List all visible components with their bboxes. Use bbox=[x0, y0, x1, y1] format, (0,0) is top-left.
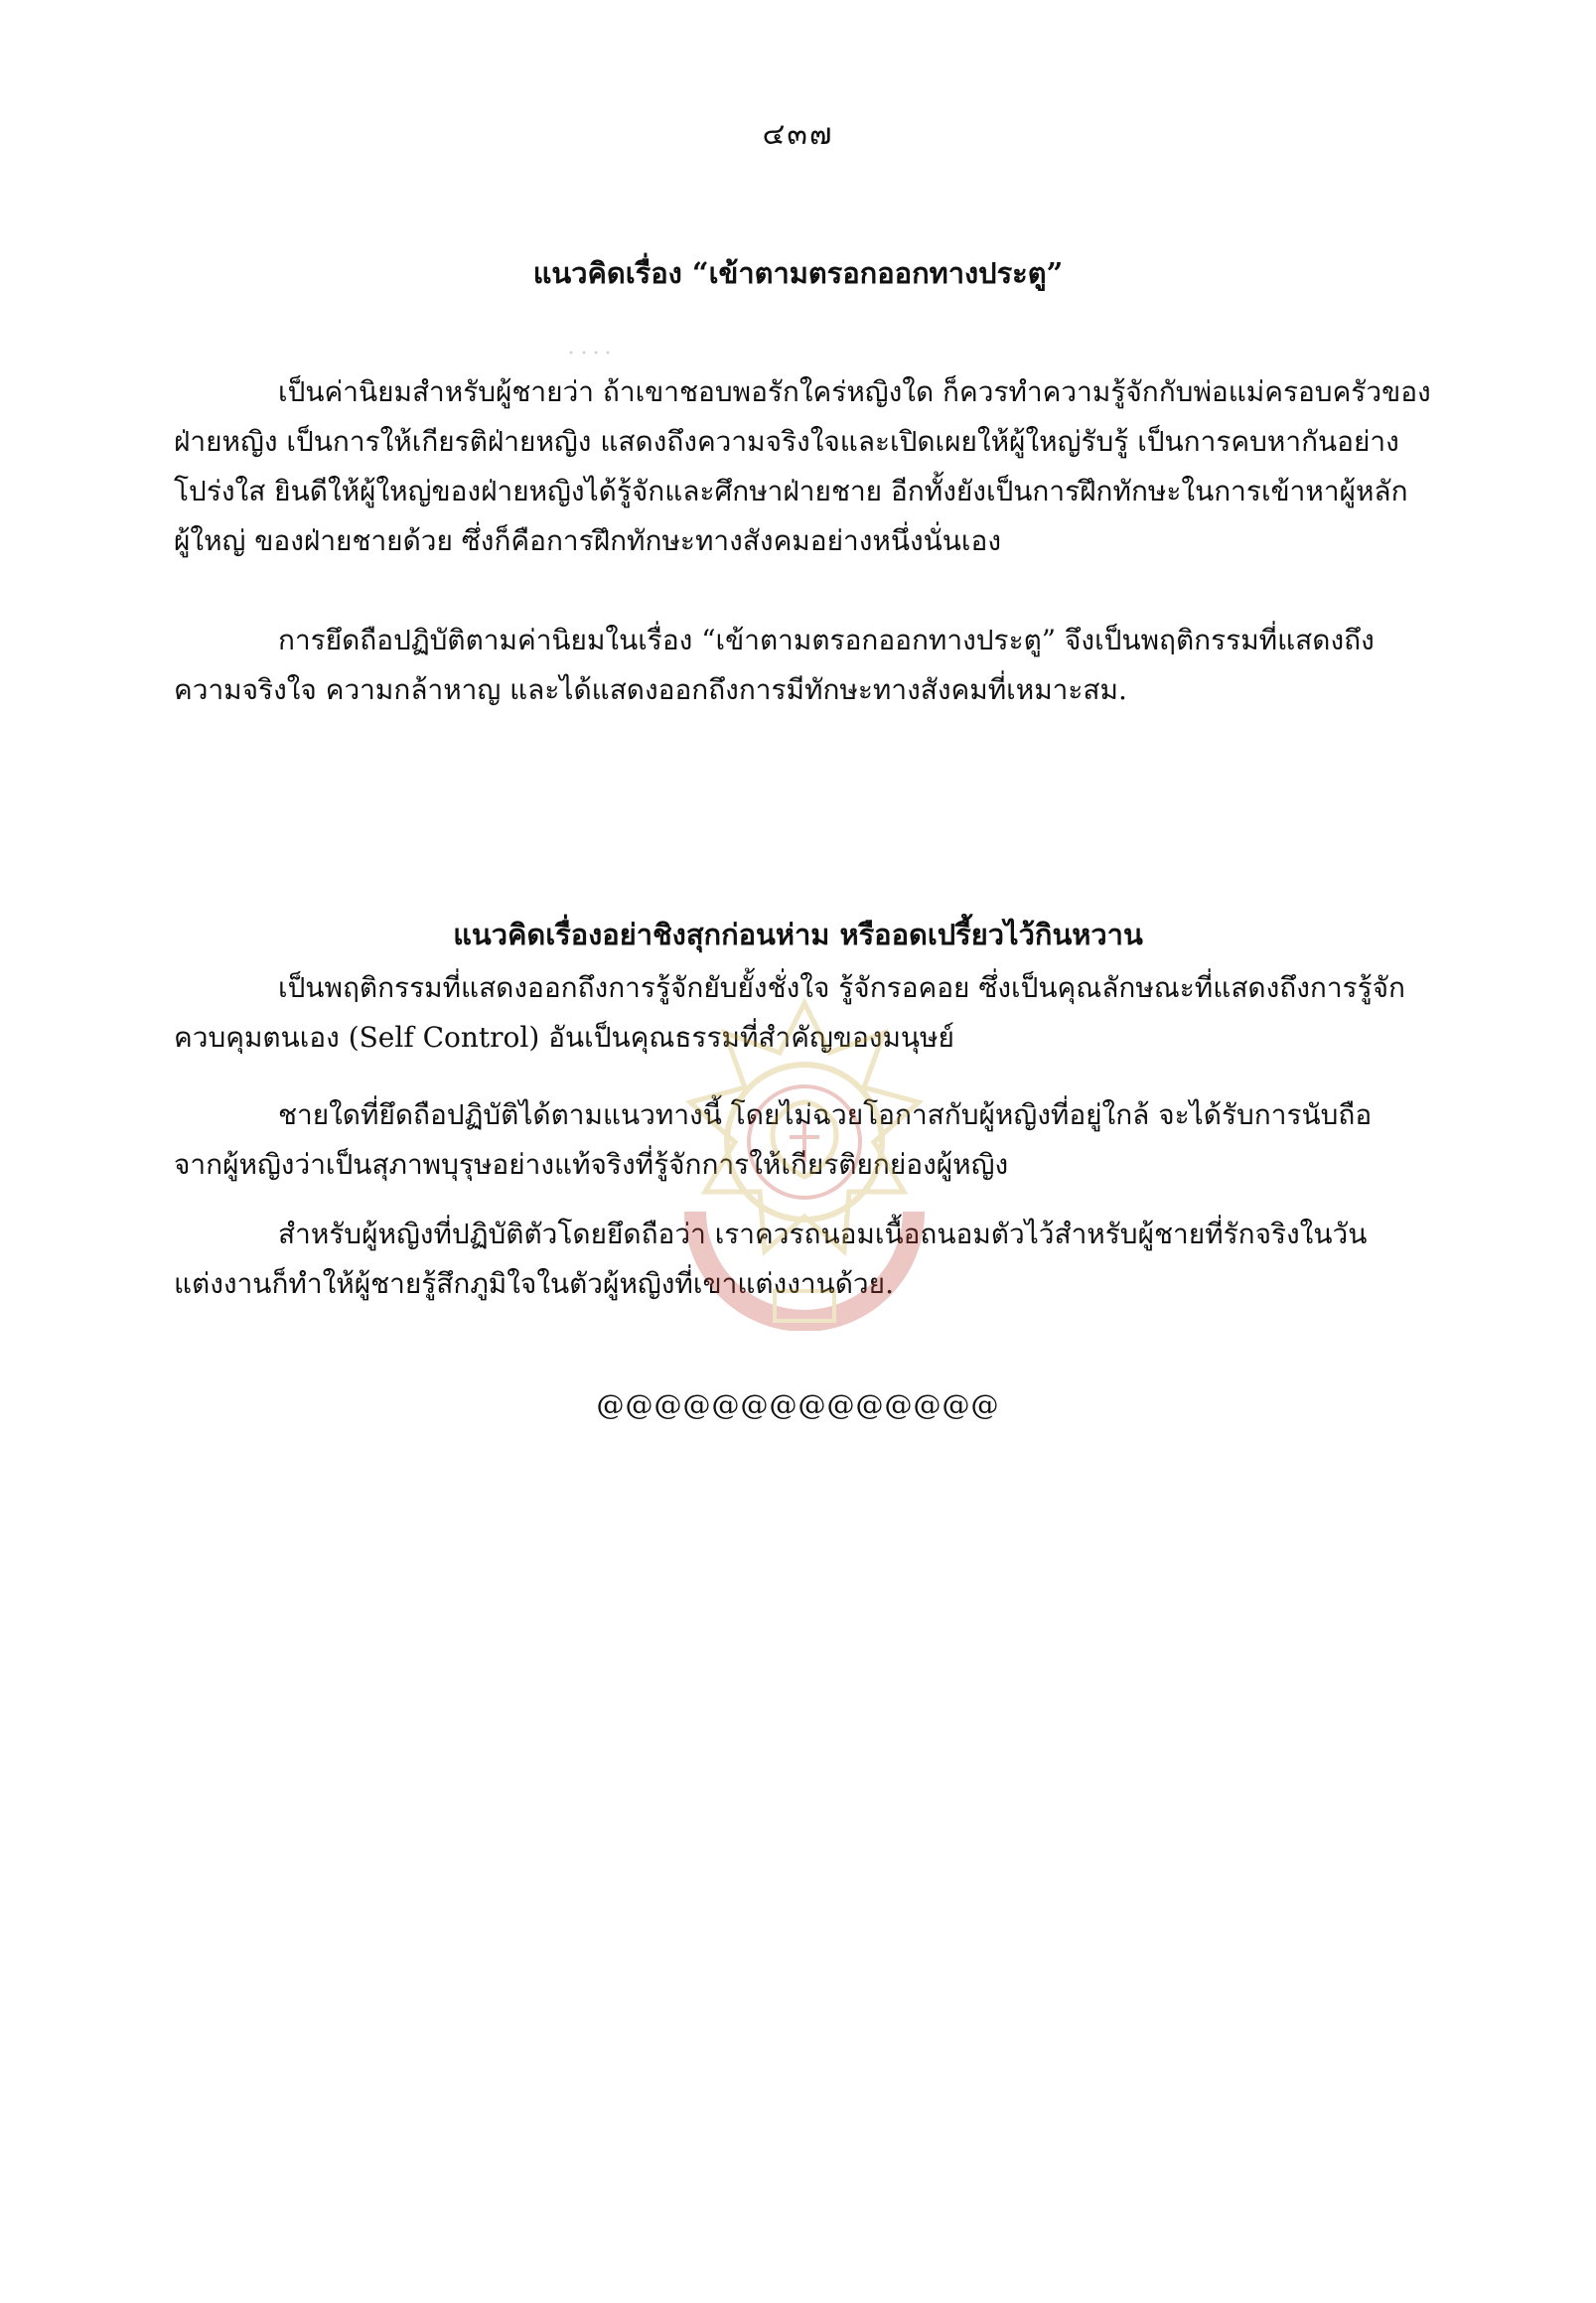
section-1-heading: แนวคิดเรื่อง “เข้าตามตรอกออกทางประตู” bbox=[532, 256, 1064, 290]
page-number: ๔๓๗ bbox=[762, 117, 834, 152]
paragraph-line: เป็นพฤติกรรมที่แสดงออกถึงการรู้จักยับยั้งชั่งใจ รู้จักรอคอย ซึ่งเป็นคุณลักษณะที่แสดงถึงการรู้จัก bbox=[278, 971, 1405, 1004]
paragraph-line: การยึดถือปฏิบัติตามค่านิยมในเรื่อง “เข้าตามตรอกออกทางประตู” จึงเป็นพฤติกรรมที่แสดงถึง bbox=[278, 624, 1375, 656]
paragraph-line: ชายใดที่ยึดถือปฏิบัติได้ตามแนวทางนี้ โดยไม่ฉวยโอกาสกับผู้หญิงที่อยู่ใกล้ จะได้รับการนับถือ bbox=[278, 1098, 1373, 1131]
section-2-paragraph-2 bbox=[174, 1090, 1430, 1190]
section-1-paragraph-1 bbox=[174, 367, 1430, 566]
section-2-paragraph-3 bbox=[174, 1210, 1430, 1309]
paragraph-line: สำหรับผู้หญิงที่ปฏิบัติตัวโดยยึดถือว่า เราควรถนอมเนื้อถนอมตัวไว้สำหรับผู้ชายที่รักจริงในวัน bbox=[278, 1218, 1368, 1250]
paragraph-line: ผู้ใหญ่ ของฝ่ายชายด้วย ซึ่งก็คือการฝึกทักษะทางสังคมอย่างหนึ่งนั่นเอง bbox=[174, 524, 1001, 557]
paragraph-line: เป็นค่านิยมสำหรับผู้ชายว่า ถ้าเขาชอบพอรักใคร่หญิงใด ก็ควรทำความรู้จักกับพ่อแม่ครอบครัวของ bbox=[278, 375, 1431, 408]
end-mark: @@@@@@@@@@@@@@ bbox=[596, 1388, 1000, 1421]
section-2-paragraph-1 bbox=[174, 963, 1430, 1063]
paragraph-line: ฝ่ายหญิง เป็นการให้เกียรติฝ่ายหญิง แสดงถึงความจริงใจและเปิดเผยให้ผู้ใหญ่รับรู้ เป็นการคบหากันอย่าง bbox=[174, 425, 1399, 458]
section-2-heading: แนวคิดเรื่องอย่าชิงสุกก่อนห่าม หรืออดเปรี้ยวไว้กินหวาน bbox=[453, 918, 1143, 951]
paragraph-line: โปร่งใส ยินดีให้ผู้ใหญ่ของฝ่ายหญิงได้รู้จักและศึกษาฝ่ายชาย อีกทั้งยังเป็นการฝึกทักษะในการเข้าหาผู้หลัก bbox=[174, 475, 1408, 507]
section-1-paragraph-2 bbox=[174, 616, 1430, 715]
paragraph-line: จากผู้หญิงว่าเป็นสุภาพบุรุษอย่างแท้จริงที่รู้จักการให้เกียรติยกย่องผู้หญิง bbox=[174, 1148, 1009, 1181]
paragraph-line: ควบคุมตนเอง (Self Control) อันเป็นคุณธรรมที่สำคัญของมนุษย์ bbox=[174, 1021, 954, 1054]
paragraph-line: ความจริงใจ ความกล้าหาญ และได้แสดงออกถึงการมีทักษะทางสังคมที่เหมาะสม. bbox=[174, 673, 1127, 706]
paragraph-line: แต่งงานก็ทำให้ผู้ชายรู้สึกภูมิใจในตัวผู้หญิงที่เขาแต่งงานด้วย. bbox=[174, 1267, 894, 1300]
scan-speck bbox=[566, 350, 626, 356]
